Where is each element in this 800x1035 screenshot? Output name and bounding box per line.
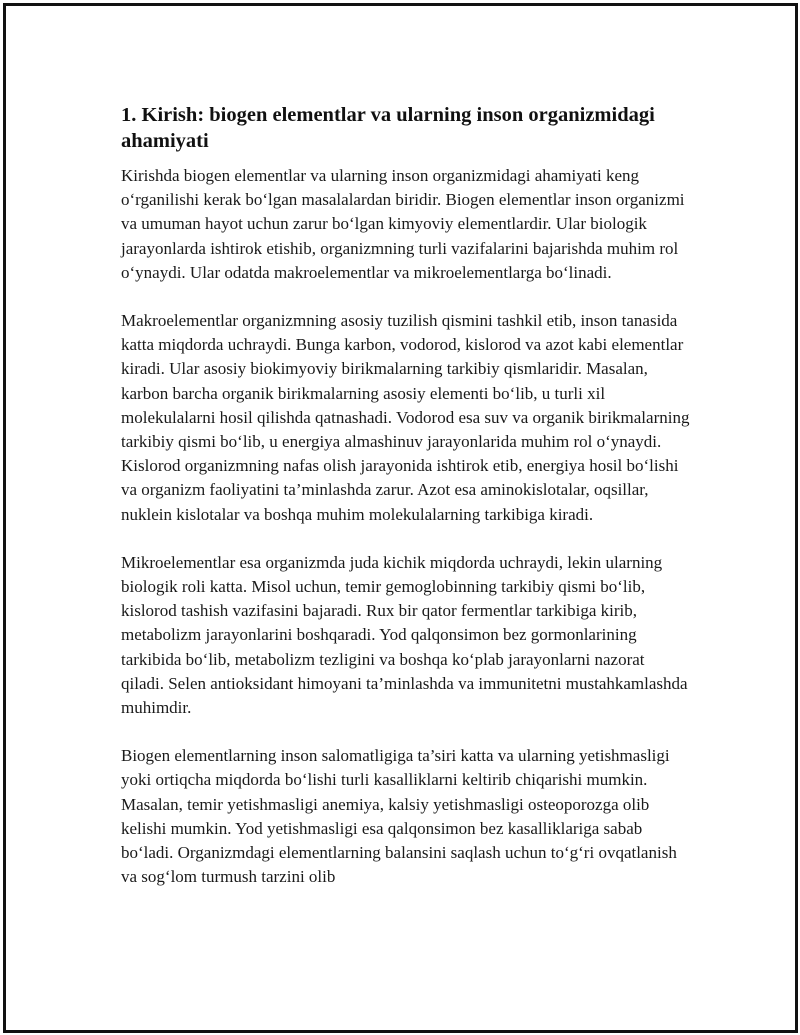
paragraph-introduction: Kirishda biogen elementlar va ularning inson organizmidagi ahamiyati keng o‘rganilishi kerak bo‘lgan masalalardan biridir. Biogen elementlar inson organizmi va umuman hayot uchun zarur bo‘lgan kimyoviy elementlardir. Ular biologik jarayonlarda ishtirok etishib, organizmning turli vazifalarini bajarishda muhim rol o‘ynaydi. Ular odatda makroelementlar va mikroelementlarga bo‘linadi. xyxy=(121,166,685,282)
paragraph-microelements: Mikroelementlar esa organizmda juda kichik miqdorda uchraydi, lekin ularning biologik roli katta. Misol uchun, temir gemoglobinning tarkibiy qismi bo‘lib, kislorod tashish vazifasini bajaradi. Rux bir qator fermentlar tarkibiga kirib, metabolizm jarayonlarini boshqaradi. Yod qalqonsimon bez gormonlarining tarkibida bo‘lib, metabolizm tezligini va boshqa ko‘plab jarayonlarni nazorat qiladi. Selen antioksidant himoyani ta’minlashda va immunitetni mustahkamlashda muhimdir. xyxy=(121,552,688,718)
paragraph-macroelements: Makroelementlar organizmning asosiy tuzilish qismini tashkil etib, inson tanasida katta miqdorda uchraydi. Bunga karbon, vodorod, kislorod va azot kabi elementlar kiradi. Ular asosiy biokimyoviy birikmalarning tarkibiy qismlaridir. Masalan, karbon barcha organik birikmalarning asosiy elementi bo‘lib, u turli xil molekulalarni hosil qilishda qatnashadi. Vodorod esa suv va organik birikmalarning tarkibiy qismi bo‘lib, u energiya almashinuv jarayonlarida muhim rol o‘ynaydi. Kislorod organizmning nafas olish jarayonida ishtirok etib, energiya hosil bo‘lishi va organizm faoliyatini ta’minlashda zarur. Azot esa aminokislotalar, oqsillar, nuklein kislotalar va boshqa muhim molekulalarning tarkibiga kiradi. xyxy=(121,311,690,524)
page-frame xyxy=(3,3,798,1033)
document-body xyxy=(121,102,691,913)
paragraph-health-impact: Biogen elementlarning inson salomatligiga ta’siri katta va ularning yetishmasligi yoki ortiqcha miqdorda bo‘lishi turli kasalliklarni keltirib chiqarishi mumkin. Masalan, temir yetishmasligi anemiya, kalsiy yetishmasligi osteoporozga olib kelishi mumkin. Yod yetishmasligi esa qalqonsimon bez kasalliklariga sabab bo‘ladi. Organizmdagi elementlarning balansini saqlash uchun to‘g‘ri ovqatlanish va sog‘lom turmush tarzini olib xyxy=(121,746,677,887)
section-heading: 1. Kirish: biogen elementlar va ularning inson organizmidagi ahamiyati xyxy=(121,104,655,152)
